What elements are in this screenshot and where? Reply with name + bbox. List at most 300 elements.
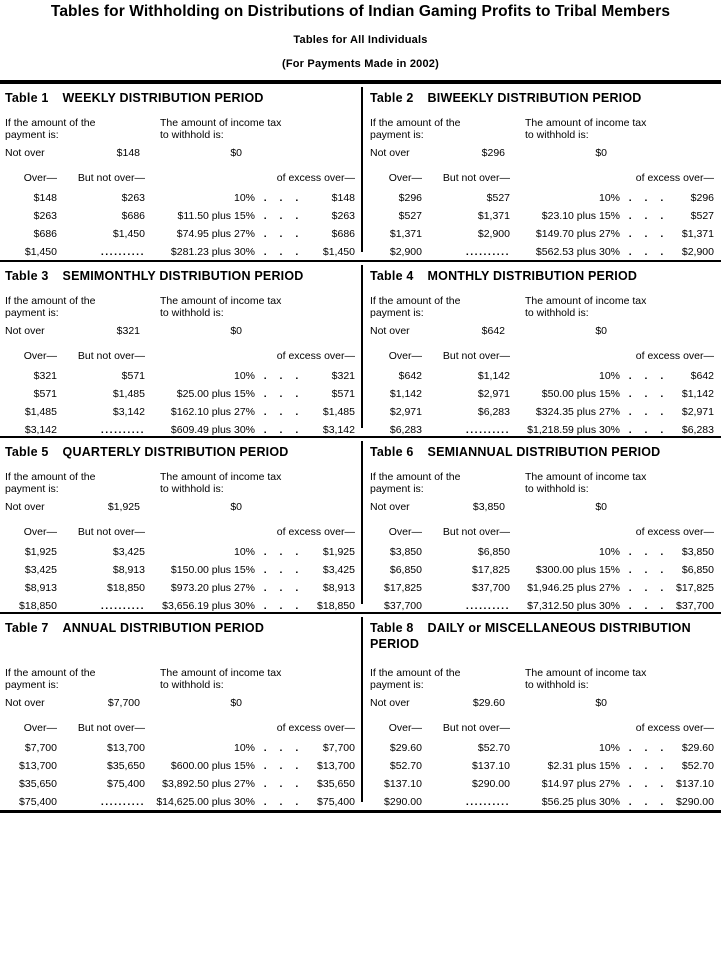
tax-formula: 10%: [233, 742, 255, 754]
withholding-table: [370, 444, 714, 612]
but-not-over-amount: $263: [121, 192, 145, 204]
tax-header-line1: The amount of income tax: [525, 295, 647, 307]
tax-formula: 10%: [233, 370, 255, 382]
tax-amount-header: [525, 117, 646, 141]
over-amount: $29.60: [389, 742, 422, 754]
tax-header-line1: The amount of income tax: [160, 667, 282, 679]
bracket-row: [370, 403, 714, 421]
bracket-row: [370, 243, 714, 260]
excess-over-amount: $75,400: [317, 796, 355, 808]
but-not-over-amount: ..........: [100, 796, 145, 808]
leader-dots: . . .: [628, 192, 664, 204]
but-not-over-amount: $3,425: [112, 546, 145, 558]
excess-over-amount: $8,913: [322, 582, 355, 594]
payment-header-line2: payment is:: [370, 129, 424, 141]
over-amount: $2,971: [389, 406, 422, 418]
withholding-table: [370, 268, 714, 436]
page-title: Tables for Withholding on Distributions of Indian Gaming Profits to Tribal Members: [50, 3, 671, 20]
excess-over-amount: $13,700: [317, 760, 355, 772]
table-pair-section: [0, 84, 721, 260]
leader-dots: . . .: [628, 796, 664, 808]
excess-over-amount: $527: [690, 210, 714, 222]
tax-header-line1: The amount of income tax: [525, 471, 647, 483]
excess-over-amount: $686: [331, 228, 355, 240]
leader-dots: . . .: [628, 778, 664, 790]
but-not-over-amount: $13,700: [107, 742, 145, 754]
not-over-row: [370, 147, 714, 160]
leader-dots: . . .: [263, 564, 299, 576]
over-amount: $8,913: [24, 582, 57, 594]
excess-over-amount: $2,971: [681, 406, 714, 418]
leader-dots: . . .: [263, 192, 299, 204]
column-descriptions: [5, 295, 355, 319]
but-not-over-column-header: But not over—: [442, 172, 510, 184]
leader-dots: . . .: [628, 760, 664, 772]
tax-formula: $3,656.19 plus 30%: [162, 600, 255, 612]
excess-over-amount: $17,825: [676, 582, 714, 594]
of-excess-over-column-header: of excess over—: [276, 526, 355, 538]
excess-over-amount: $1,371: [681, 228, 714, 240]
but-not-over-amount: ..........: [465, 424, 510, 436]
tax-formula: $973.20 plus 27%: [170, 582, 255, 594]
but-not-over-amount: ..........: [465, 600, 510, 612]
tax-formula: $56.25 plus 30%: [541, 796, 620, 808]
tax-formula: $3,892.50 plus 27%: [162, 778, 255, 790]
table-period-title: BIWEEKLY DISTRIBUTION PERIOD: [427, 91, 642, 105]
tax-header-line1: The amount of income tax: [160, 117, 282, 129]
payment-amount-header: [370, 471, 525, 495]
leader-dots: . . .: [628, 600, 664, 612]
excess-over-amount: $6,283: [681, 424, 714, 436]
not-over-row: [5, 325, 355, 338]
not-over-tax: $0: [595, 501, 607, 513]
column-descriptions: [370, 471, 714, 495]
but-not-over-amount: $8,913: [112, 564, 145, 576]
tax-header-line2: to withhold is:: [160, 483, 224, 495]
of-excess-over-column-header: of excess over—: [276, 172, 355, 184]
but-not-over-amount: $686: [121, 210, 145, 222]
withholding-table: [370, 620, 714, 810]
excess-over-amount: $52.70: [681, 760, 714, 772]
over-amount: $137.10: [384, 778, 422, 790]
but-not-over-column-header: But not over—: [77, 722, 145, 734]
payment-header-line1: If the amount of the: [370, 471, 461, 483]
bracket-row: [370, 775, 714, 793]
over-column-header: Over—: [388, 350, 422, 362]
leader-dots: . . .: [263, 778, 299, 790]
of-excess-over-column-header: of excess over—: [635, 172, 714, 184]
tax-formula: 10%: [598, 370, 620, 382]
not-over-tax: $0: [230, 697, 242, 709]
excess-over-amount: $3,425: [322, 564, 355, 576]
over-amount: $296: [398, 192, 422, 204]
over-amount: $1,371: [389, 228, 422, 240]
table-title: [370, 444, 714, 466]
table-period-title: SEMIANNUAL DISTRIBUTION PERIOD: [427, 445, 661, 459]
not-over-label: Not over: [5, 697, 45, 709]
but-not-over-amount: $17,825: [472, 564, 510, 576]
bracket-row: [5, 543, 355, 561]
table-number: Table 8: [370, 621, 414, 635]
table-period-title: DAILY or MISCELLANEOUS DISTRIBUTION PERIOD: [370, 621, 691, 651]
left-table-slot: [0, 438, 361, 612]
tax-formula: $609.49 plus 30%: [170, 424, 255, 436]
bracket-rows: [5, 543, 355, 612]
over-amount: $3,425: [24, 564, 57, 576]
bracket-row: [5, 225, 355, 243]
range-column-headers: [5, 350, 355, 363]
leader-dots: . . .: [628, 742, 664, 754]
subtitle-individuals: Tables for All Individuals: [293, 34, 428, 46]
but-not-over-amount: ..........: [465, 796, 510, 808]
over-column-header: Over—: [23, 722, 57, 734]
over-amount: $35,650: [19, 778, 57, 790]
tax-header-line2: to withhold is:: [160, 679, 224, 691]
payment-amount-header: [370, 117, 525, 141]
table-pair-section: [0, 436, 721, 612]
over-amount: $686: [33, 228, 57, 240]
bracket-row: [370, 385, 714, 403]
but-not-over-column-header: But not over—: [77, 350, 145, 362]
tax-formula: $1,218.59 plus 30%: [527, 424, 620, 436]
leader-dots: . . .: [263, 600, 299, 612]
leader-dots: . . .: [263, 246, 299, 258]
range-column-headers: [5, 526, 355, 539]
bracket-row: [5, 385, 355, 403]
table-title: [5, 620, 355, 662]
bracket-row: [5, 403, 355, 421]
table-pair-section: [0, 260, 721, 436]
tax-formula: 10%: [598, 546, 620, 558]
excess-over-amount: $1,485: [322, 406, 355, 418]
payment-amount-header: [370, 667, 525, 691]
table-number: Table 4: [370, 269, 414, 283]
over-column-header: Over—: [23, 172, 57, 184]
right-table-slot: [363, 614, 721, 810]
left-table-slot: [0, 84, 361, 260]
table-number: Table 2: [370, 91, 414, 105]
table-period-title: WEEKLY DISTRIBUTION PERIOD: [62, 91, 264, 105]
over-amount: $75,400: [19, 796, 57, 808]
payment-header-line1: If the amount of the: [370, 667, 461, 679]
not-over-tax: $0: [230, 501, 242, 513]
excess-over-amount: $37,700: [676, 600, 714, 612]
leader-dots: . . .: [628, 210, 664, 222]
bracket-rows: [370, 367, 714, 436]
table-period-title: SEMIMONTHLY DISTRIBUTION PERIOD: [62, 269, 304, 283]
withholding-table: [5, 268, 355, 436]
leader-dots: . . .: [628, 424, 664, 436]
tax-amount-header: [160, 471, 281, 495]
tax-formula: 10%: [598, 742, 620, 754]
table-number: Table 7: [5, 621, 49, 635]
but-not-over-amount: $290.00: [472, 778, 510, 790]
tax-formula: $2.31 plus 15%: [547, 760, 620, 772]
but-not-over-amount: $527: [486, 192, 510, 204]
leader-dots: . . .: [263, 742, 299, 754]
payment-header-line2: payment is:: [5, 129, 59, 141]
not-over-row: [5, 147, 355, 160]
not-over-label: Not over: [370, 325, 410, 337]
payment-amount-header: [370, 295, 525, 319]
tax-formula: $600.00 plus 15%: [170, 760, 255, 772]
over-amount: $1,142: [389, 388, 422, 400]
excess-over-amount: $29.60: [681, 742, 714, 754]
bracket-rows: [5, 739, 355, 810]
over-amount: $3,142: [24, 424, 57, 436]
tax-amount-header: [160, 295, 281, 319]
over-amount: $52.70: [389, 760, 422, 772]
leader-dots: . . .: [628, 388, 664, 400]
column-descriptions: [370, 667, 714, 691]
over-amount: $6,850: [389, 564, 422, 576]
bracket-row: [5, 757, 355, 775]
tax-formula: $25.00 plus 15%: [176, 388, 255, 400]
of-excess-over-column-header: of excess over—: [276, 722, 355, 734]
not-over-amount: $7,700: [107, 697, 140, 709]
tax-formula: $300.00 plus 15%: [535, 564, 620, 576]
range-column-headers: [370, 350, 714, 363]
table-number: Table 6: [370, 445, 414, 459]
not-over-tax: $0: [595, 325, 607, 337]
tax-formula: $14,625.00 plus 30%: [156, 796, 255, 808]
payment-header-line1: If the amount of the: [5, 295, 96, 307]
tax-header-line2: to withhold is:: [525, 679, 589, 691]
right-table-slot: [363, 438, 721, 612]
excess-over-amount: $137.10: [676, 778, 714, 790]
bracket-row: [5, 579, 355, 597]
not-over-label: Not over: [5, 147, 45, 159]
over-amount: $1,485: [24, 406, 57, 418]
bracket-row: [5, 243, 355, 260]
of-excess-over-column-header: of excess over—: [276, 350, 355, 362]
bracket-row: [5, 775, 355, 793]
excess-over-amount: $3,850: [681, 546, 714, 558]
not-over-row: [5, 501, 355, 514]
table-number: Table 1: [5, 91, 49, 105]
payment-header-line2: payment is:: [5, 307, 59, 319]
but-not-over-column-header: But not over—: [442, 722, 510, 734]
not-over-amount: $148: [116, 147, 140, 159]
not-over-amount: $321: [116, 325, 140, 337]
excess-over-amount: $1,142: [681, 388, 714, 400]
leader-dots: . . .: [628, 564, 664, 576]
but-not-over-amount: $75,400: [107, 778, 145, 790]
excess-over-amount: $1,450: [322, 246, 355, 258]
excess-over-amount: $35,650: [317, 778, 355, 790]
column-descriptions: [370, 117, 714, 141]
not-over-tax: $0: [230, 147, 242, 159]
not-over-amount: $296: [481, 147, 505, 159]
not-over-label: Not over: [370, 501, 410, 513]
tax-formula: $149.70 plus 27%: [535, 228, 620, 240]
tax-header-line2: to withhold is:: [525, 483, 589, 495]
payment-header-line2: payment is:: [5, 679, 59, 691]
excess-over-amount: $321: [331, 370, 355, 382]
left-table-slot: [0, 262, 361, 436]
leader-dots: . . .: [628, 546, 664, 558]
over-amount: $13,700: [19, 760, 57, 772]
column-descriptions: [5, 471, 355, 495]
over-amount: $7,700: [24, 742, 57, 754]
not-over-amount: $1,925: [107, 501, 140, 513]
bracket-row: [370, 757, 714, 775]
excess-over-amount: $571: [331, 388, 355, 400]
payment-header-line2: payment is:: [370, 307, 424, 319]
tax-amount-header: [160, 667, 281, 691]
tax-amount-header: [525, 667, 646, 691]
excess-over-amount: $7,700: [322, 742, 355, 754]
table-period-title: QUARTERLY DISTRIBUTION PERIOD: [62, 445, 289, 459]
column-descriptions: [5, 117, 355, 141]
tax-formula: $11.50 plus 15%: [177, 210, 255, 222]
over-amount: $6,283: [389, 424, 422, 436]
but-not-over-amount: ..........: [100, 246, 145, 258]
bracket-rows: [370, 189, 714, 260]
table-number: Table 3: [5, 269, 49, 283]
of-excess-over-column-header: of excess over—: [635, 350, 714, 362]
over-column-header: Over—: [388, 526, 422, 538]
tax-header-line2: to withhold is:: [525, 307, 589, 319]
bracket-row: [5, 561, 355, 579]
but-not-over-column-header: But not over—: [442, 350, 510, 362]
over-amount: $290.00: [384, 796, 422, 808]
leader-dots: . . .: [263, 388, 299, 400]
tax-formula: $324.35 plus 27%: [535, 406, 620, 418]
bracket-row: [370, 225, 714, 243]
bracket-row: [370, 421, 714, 436]
not-over-amount: $3,850: [472, 501, 505, 513]
table-title: [370, 620, 714, 662]
over-amount: $1,925: [24, 546, 57, 558]
range-column-headers: [370, 526, 714, 539]
over-amount: $571: [33, 388, 57, 400]
leader-dots: . . .: [263, 582, 299, 594]
tax-amount-header: [525, 295, 646, 319]
not-over-label: Not over: [5, 501, 45, 513]
but-not-over-amount: ..........: [100, 600, 145, 612]
document-header: [0, 0, 721, 70]
tax-formula: $7,312.50 plus 30%: [527, 600, 620, 612]
not-over-amount: $642: [481, 325, 505, 337]
bracket-rows: [5, 367, 355, 436]
payment-header-line1: If the amount of the: [5, 117, 96, 129]
tax-formula: $162.10 plus 27%: [170, 406, 255, 418]
bracket-row: [5, 207, 355, 225]
but-not-over-amount: ..........: [465, 246, 510, 258]
over-column-header: Over—: [23, 350, 57, 362]
bracket-row: [5, 421, 355, 436]
tax-formula: 10%: [233, 546, 255, 558]
payment-header-line1: If the amount of the: [5, 667, 96, 679]
tax-amount-header: [525, 471, 646, 495]
column-descriptions: [370, 295, 714, 319]
withholding-table: [5, 90, 355, 260]
tax-formula: $1,946.25 plus 27%: [527, 582, 620, 594]
leader-dots: . . .: [263, 546, 299, 558]
left-table-slot: [0, 614, 361, 810]
tax-header-line1: The amount of income tax: [160, 471, 282, 483]
but-not-over-amount: $2,971: [477, 388, 510, 400]
leader-dots: . . .: [263, 424, 299, 436]
not-over-label: Not over: [370, 147, 410, 159]
bracket-row: [370, 739, 714, 757]
withholding-table: [370, 90, 714, 260]
not-over-tax: $0: [230, 325, 242, 337]
but-not-over-amount: $35,650: [107, 760, 145, 772]
bracket-row: [370, 597, 714, 612]
bracket-rows: [370, 739, 714, 810]
tax-header-line2: to withhold is:: [525, 129, 589, 141]
leader-dots: . . .: [628, 370, 664, 382]
excess-over-amount: $290.00: [676, 796, 714, 808]
excess-over-amount: $148: [331, 192, 355, 204]
leader-dots: . . .: [263, 760, 299, 772]
but-not-over-column-header: But not over—: [77, 526, 145, 538]
bracket-row: [370, 189, 714, 207]
table-period-title: MONTHLY DISTRIBUTION PERIOD: [427, 269, 638, 283]
table-pair-section: [0, 612, 721, 810]
withholding-table: [5, 620, 355, 810]
payment-amount-header: [5, 471, 160, 495]
but-not-over-amount: $18,850: [107, 582, 145, 594]
table-title: [5, 444, 355, 466]
not-over-row: [370, 501, 714, 514]
excess-over-amount: $1,925: [322, 546, 355, 558]
over-amount: $18,850: [19, 600, 57, 612]
but-not-over-amount: $52.70: [477, 742, 510, 754]
tax-formula: 10%: [598, 192, 620, 204]
but-not-over-column-header: But not over—: [442, 526, 510, 538]
excess-over-amount: $263: [331, 210, 355, 222]
bracket-row: [370, 367, 714, 385]
leader-dots: . . .: [628, 406, 664, 418]
but-not-over-amount: $37,700: [472, 582, 510, 594]
tax-header-line2: to withhold is:: [160, 129, 224, 141]
over-column-header: Over—: [23, 526, 57, 538]
excess-over-amount: $3,142: [322, 424, 355, 436]
over-amount: $1,450: [24, 246, 57, 258]
not-over-tax: $0: [595, 147, 607, 159]
not-over-label: Not over: [5, 325, 45, 337]
payment-amount-header: [5, 295, 160, 319]
but-not-over-amount: $137.10: [472, 760, 510, 772]
payment-amount-header: [5, 667, 160, 691]
but-not-over-amount: $6,283: [477, 406, 510, 418]
over-amount: $148: [33, 192, 57, 204]
tax-header-line2: to withhold is:: [160, 307, 224, 319]
bottom-rule: [0, 810, 721, 813]
withholding-table: [5, 444, 355, 612]
but-not-over-amount: ..........: [100, 424, 145, 436]
tax-formula: $281.23 plus 30%: [170, 246, 255, 258]
over-column-header: Over—: [388, 722, 422, 734]
table-title: [370, 90, 714, 112]
subtitle-payments-year: (For Payments Made in 2002): [281, 58, 439, 70]
leader-dots: . . .: [628, 246, 664, 258]
bracket-row: [5, 597, 355, 612]
over-amount: $321: [33, 370, 57, 382]
tax-formula: 10%: [233, 192, 255, 204]
payment-amount-header: [5, 117, 160, 141]
bracket-rows: [5, 189, 355, 260]
but-not-over-amount: $2,900: [477, 228, 510, 240]
range-column-headers: [370, 722, 714, 735]
bracket-row: [5, 739, 355, 757]
not-over-amount: $29.60: [472, 697, 505, 709]
leader-dots: . . .: [628, 228, 664, 240]
range-column-headers: [5, 172, 355, 185]
